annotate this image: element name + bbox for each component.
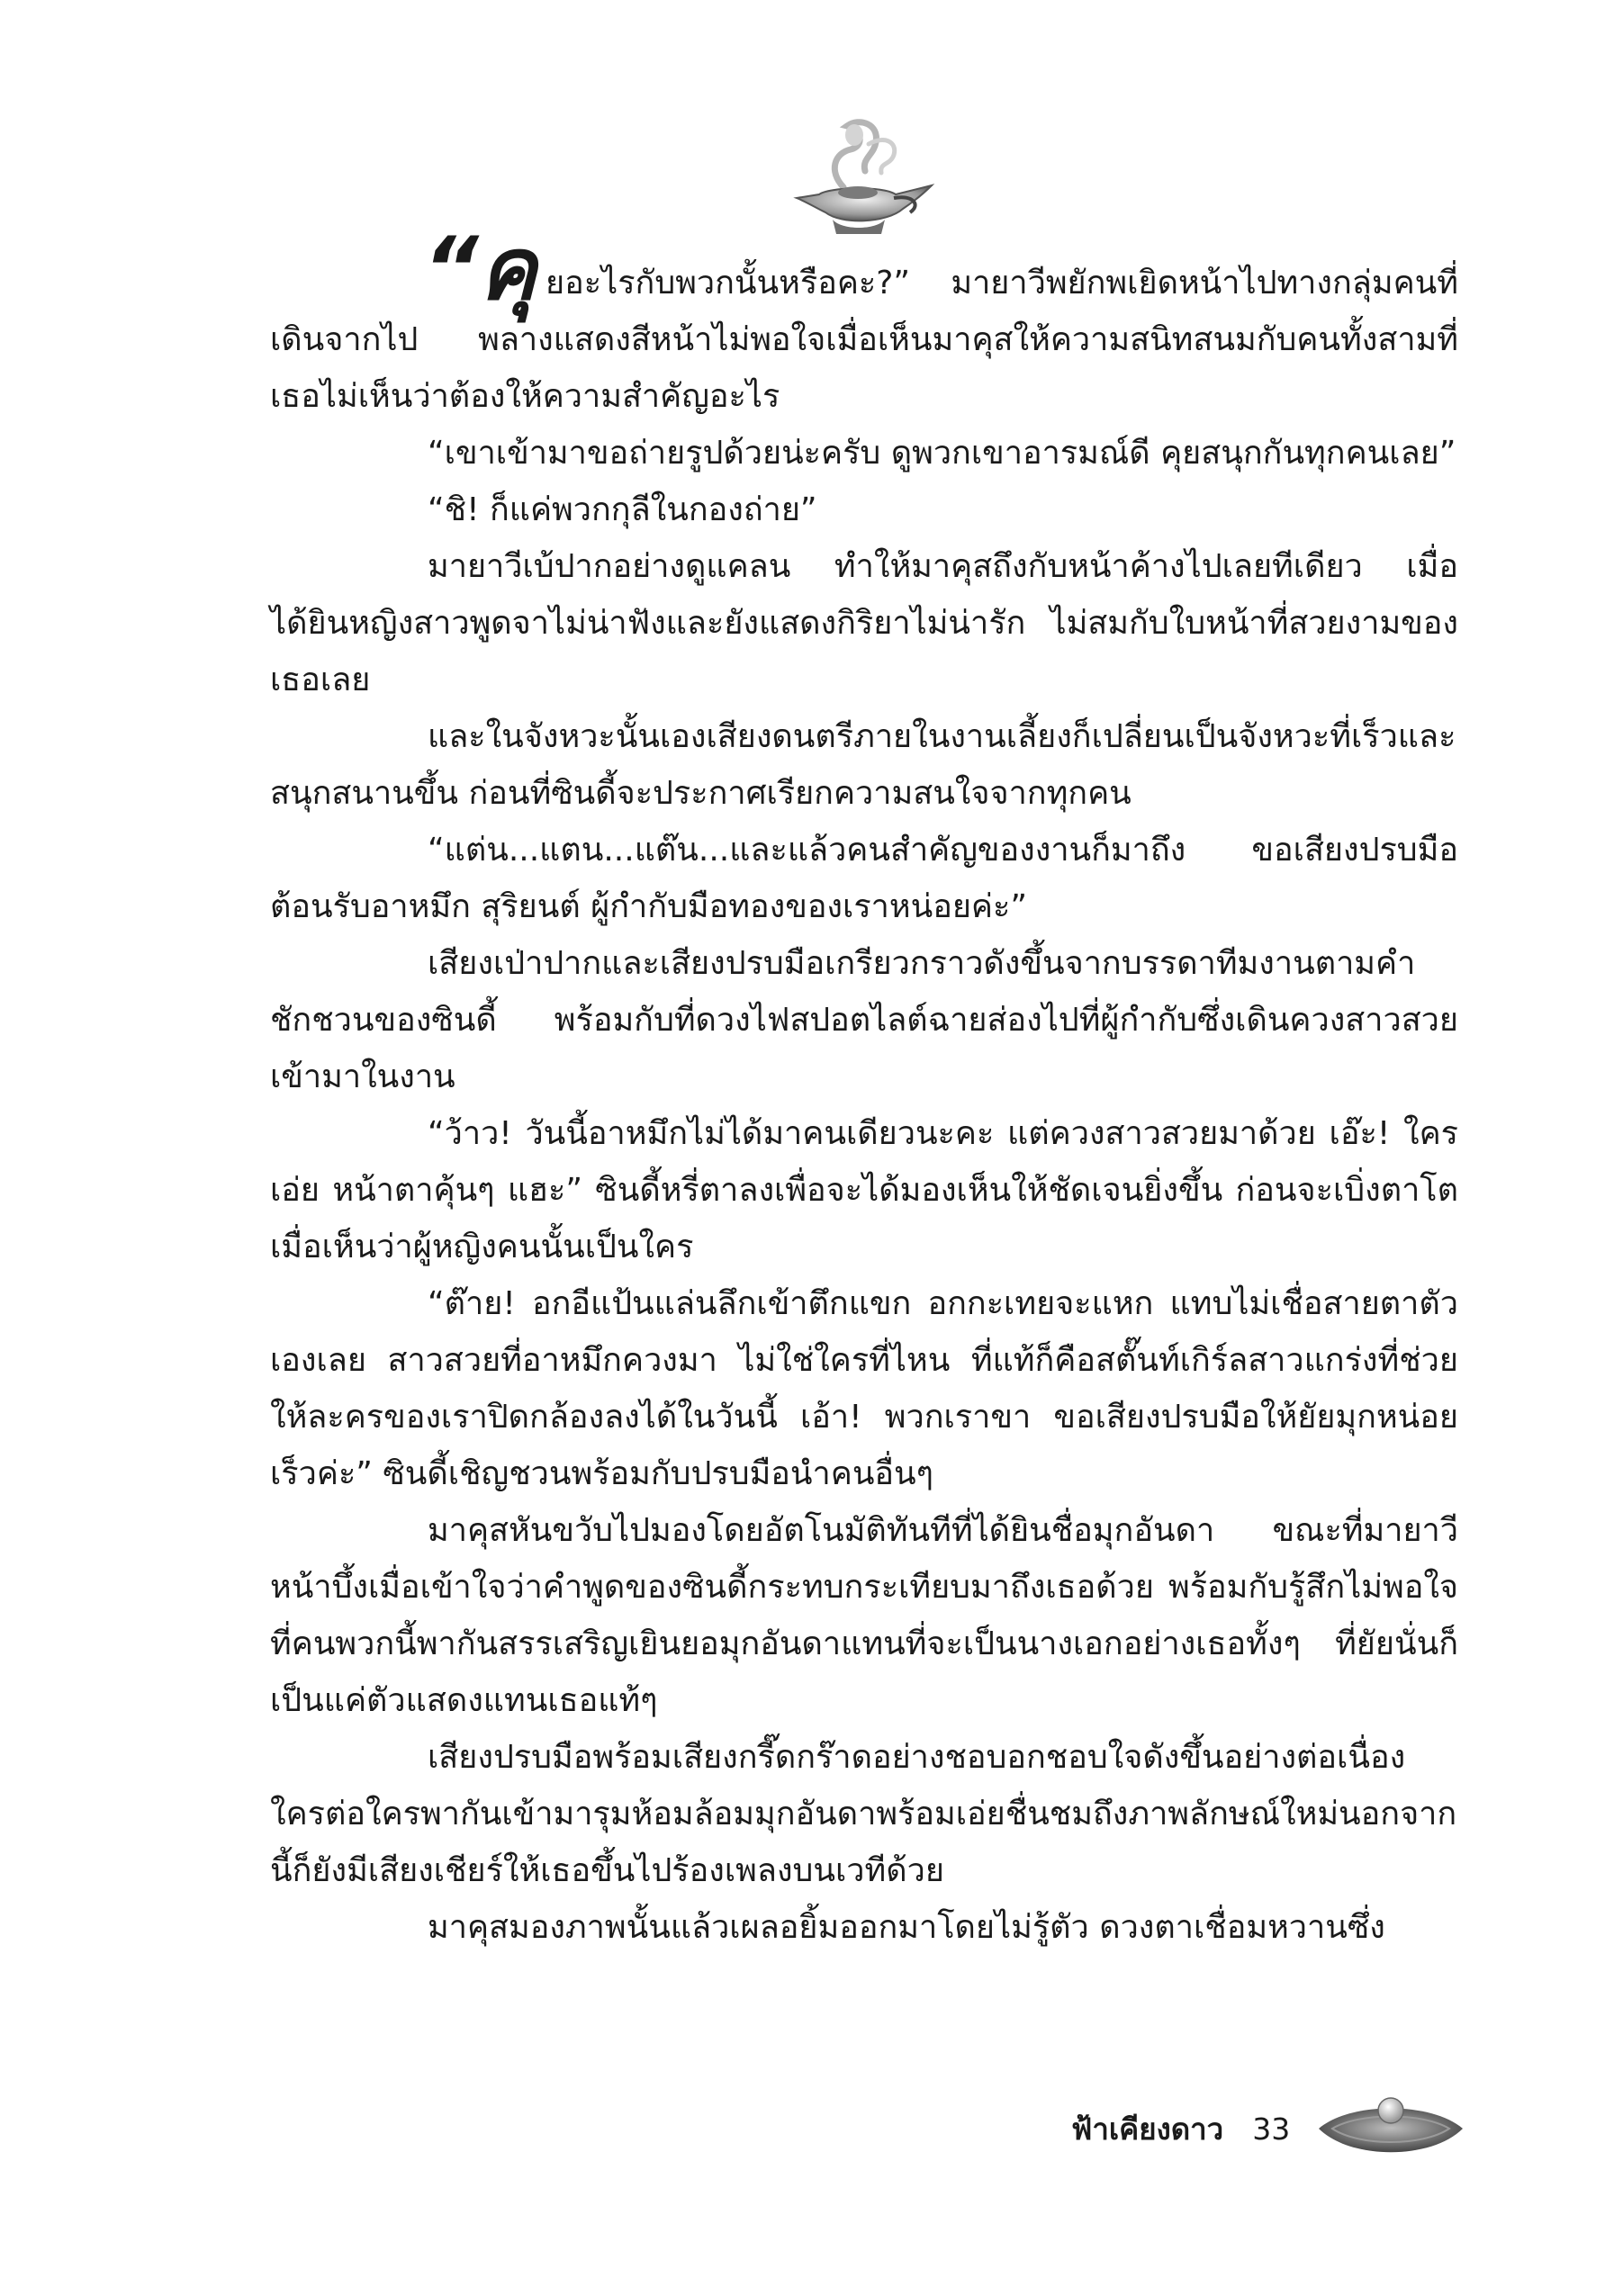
paragraph-6: “แต่น...แตน...แต๊น...และแล้วคนสำคัญของงานก็มาถึง ขอเสียงปรบมือต้อนรับอาหมึก สุริยนต์ ผู้กำกับมือทองของเราหน่อยค่ะ” <box>270 832 1458 925</box>
paragraph-2: “เขาเข้ามาขอถ่ายรูปด้วยน่ะครับ ดูพวกเขาอารมณ์ดี คุยสนุกกันทุกคนเลย” <box>428 435 1456 472</box>
paragraph-7: เสียงเป่าปากและเสียงปรบมือเกรียวกราวดังขึ้นจากบรรดาทีมงานตามคำชักชวนของซินดี้ พร้อมกับที่ดวงไฟสปอตไลต์ฉายส่องไปที่ผู้กำกับซึ่งเดินควงสาวสวยเข้ามาในงาน <box>270 945 1458 1095</box>
paragraph-10: มาคุสหันขวับไปมองโดยอัตโนมัติทันทีที่ได้ยินชื่อมุกอันดา ขณะที่มายาวีหน้าบึ้งเมื่อเข้าใจว่าคำพูดของซินดี้กระทบกระเทียบมาถึงเธอด้วย พร้อมกับรู้สึกไม่พอใจที่คนพวกนี้พากันสรรเสริญเยินยอมุกอันดาแทนที่จะเป็นนางเอกอย่างเธอทั้งๆ ที่ยัยนั่นก็เป็นแค่ตัวแสดงแทนเธอแท้ๆ <box>270 1512 1458 1719</box>
genie-lamp-icon <box>779 108 941 243</box>
paragraph-4: มายาวีเบ้ปากอย่างดูแคลน ทำให้มาคุสถึงกับหน้าค้างไปเลยทีเดียว เมื่อได้ยินหญิงสาวพูดจาไม่น่าฟังและยังแสดงกิริยาไม่น่ารัก ไม่สมกับใบหน้าที่สวยงามของเธอเลย <box>270 548 1458 698</box>
drop-cap: “คุ <box>423 219 537 320</box>
paragraph-5: และในจังหวะนั้นเองเสียงดนตรีภายในงานเลี้ยงก็เปลี่ยนเป็นจังหวะที่เร็วและสนุกสนานขึ้น ก่อนที่ซินดี้จะประกาศเรียกความสนใจจากทุกคน <box>270 718 1456 812</box>
paragraph-11: เสียงปรบมือพร้อมเสียงกรี๊ดกร๊าดอย่างชอบอกชอบใจดังขึ้นอย่างต่อเนื่องใครต่อใครพากันเข้ามารุมห้อมล้อมมุกอันดาพร้อมเอ่ยชื่นชมถึงภาพลักษณ์ใหม่นอกจากนี้ก็ยังมีเสียงเชียร์ให้เธอขึ้นไปร้องเพลงบนเวทีด้วย <box>270 1739 1457 1889</box>
paragraph-9: “ต๊าย! อกอีแป้นแล่นลึกเข้าตึกแขก อกกะเทยจะแหก แทบไม่เชื่อสายตาตัวเองเลย สาวสวยที่อาหมึกควงมา ไม่ใช่ใครที่ไหน ที่แท้ก็คือสตั๊นท์เกิร์ลสาวแกร่งที่ช่วยให้ละครของเราปิดกล้องลงได้ในวันนี้ เอ้า! พวกเราขา ขอเสียงปรบมือให้ยัยมุกหน่อย เร็วค่ะ” ซินดี้เชิญชวนพร้อมกับปรบมือนำคนอื่นๆ <box>270 1285 1458 1492</box>
paragraph-3: “ชิ! ก็แค่พวกกุลีในกองถ่าย” <box>428 491 817 528</box>
body-text <box>270 219 1458 1956</box>
paragraph-8: “ว้าว! วันนี้อาหมึกไม่ได้มาคนเดียวนะคะ แต่ควงสาวสวยมาด้วย เอ๊ะ! ใครเอ่ย หน้าตาคุ้นๆ แฮะ” ซินดี้หรี่ตาลงเพื่อจะได้มองเห็นให้ชัดเจนยิ่งขึ้น ก่อนจะเบิ่งตาโตเมื่อเห็นว่าผู้หญิงคนนั้นเป็นใคร <box>270 1115 1458 1265</box>
magic-carpet-icon <box>1314 2075 1467 2174</box>
paragraph-12: มาคุสมองภาพนั้นแล้วเผลอยิ้มออกมาโดยไม่รู้ตัว ดวงตาเชื่อมหวานซึ่ง <box>428 1909 1385 1946</box>
book-title: ฟ้าเคียงดาว <box>1071 2111 1224 2147</box>
page-footer <box>1071 2102 1290 2156</box>
page-number: 33 <box>1252 2111 1291 2147</box>
paragraph-1: “คุยอะไรกับพวกนั้นหรือคะ?” มายาวีพยักพเยิดหน้าไปทางกลุ่มคนที่เดินจากไป พลางแสดงสีหน้าไม่พอใจเมื่อเห็นมาคุสให้ความสนิทสนมกับคนทั้งสามที่เธอไม่เห็นว่าต้องให้ความสำคัญอะไร <box>270 219 1458 415</box>
